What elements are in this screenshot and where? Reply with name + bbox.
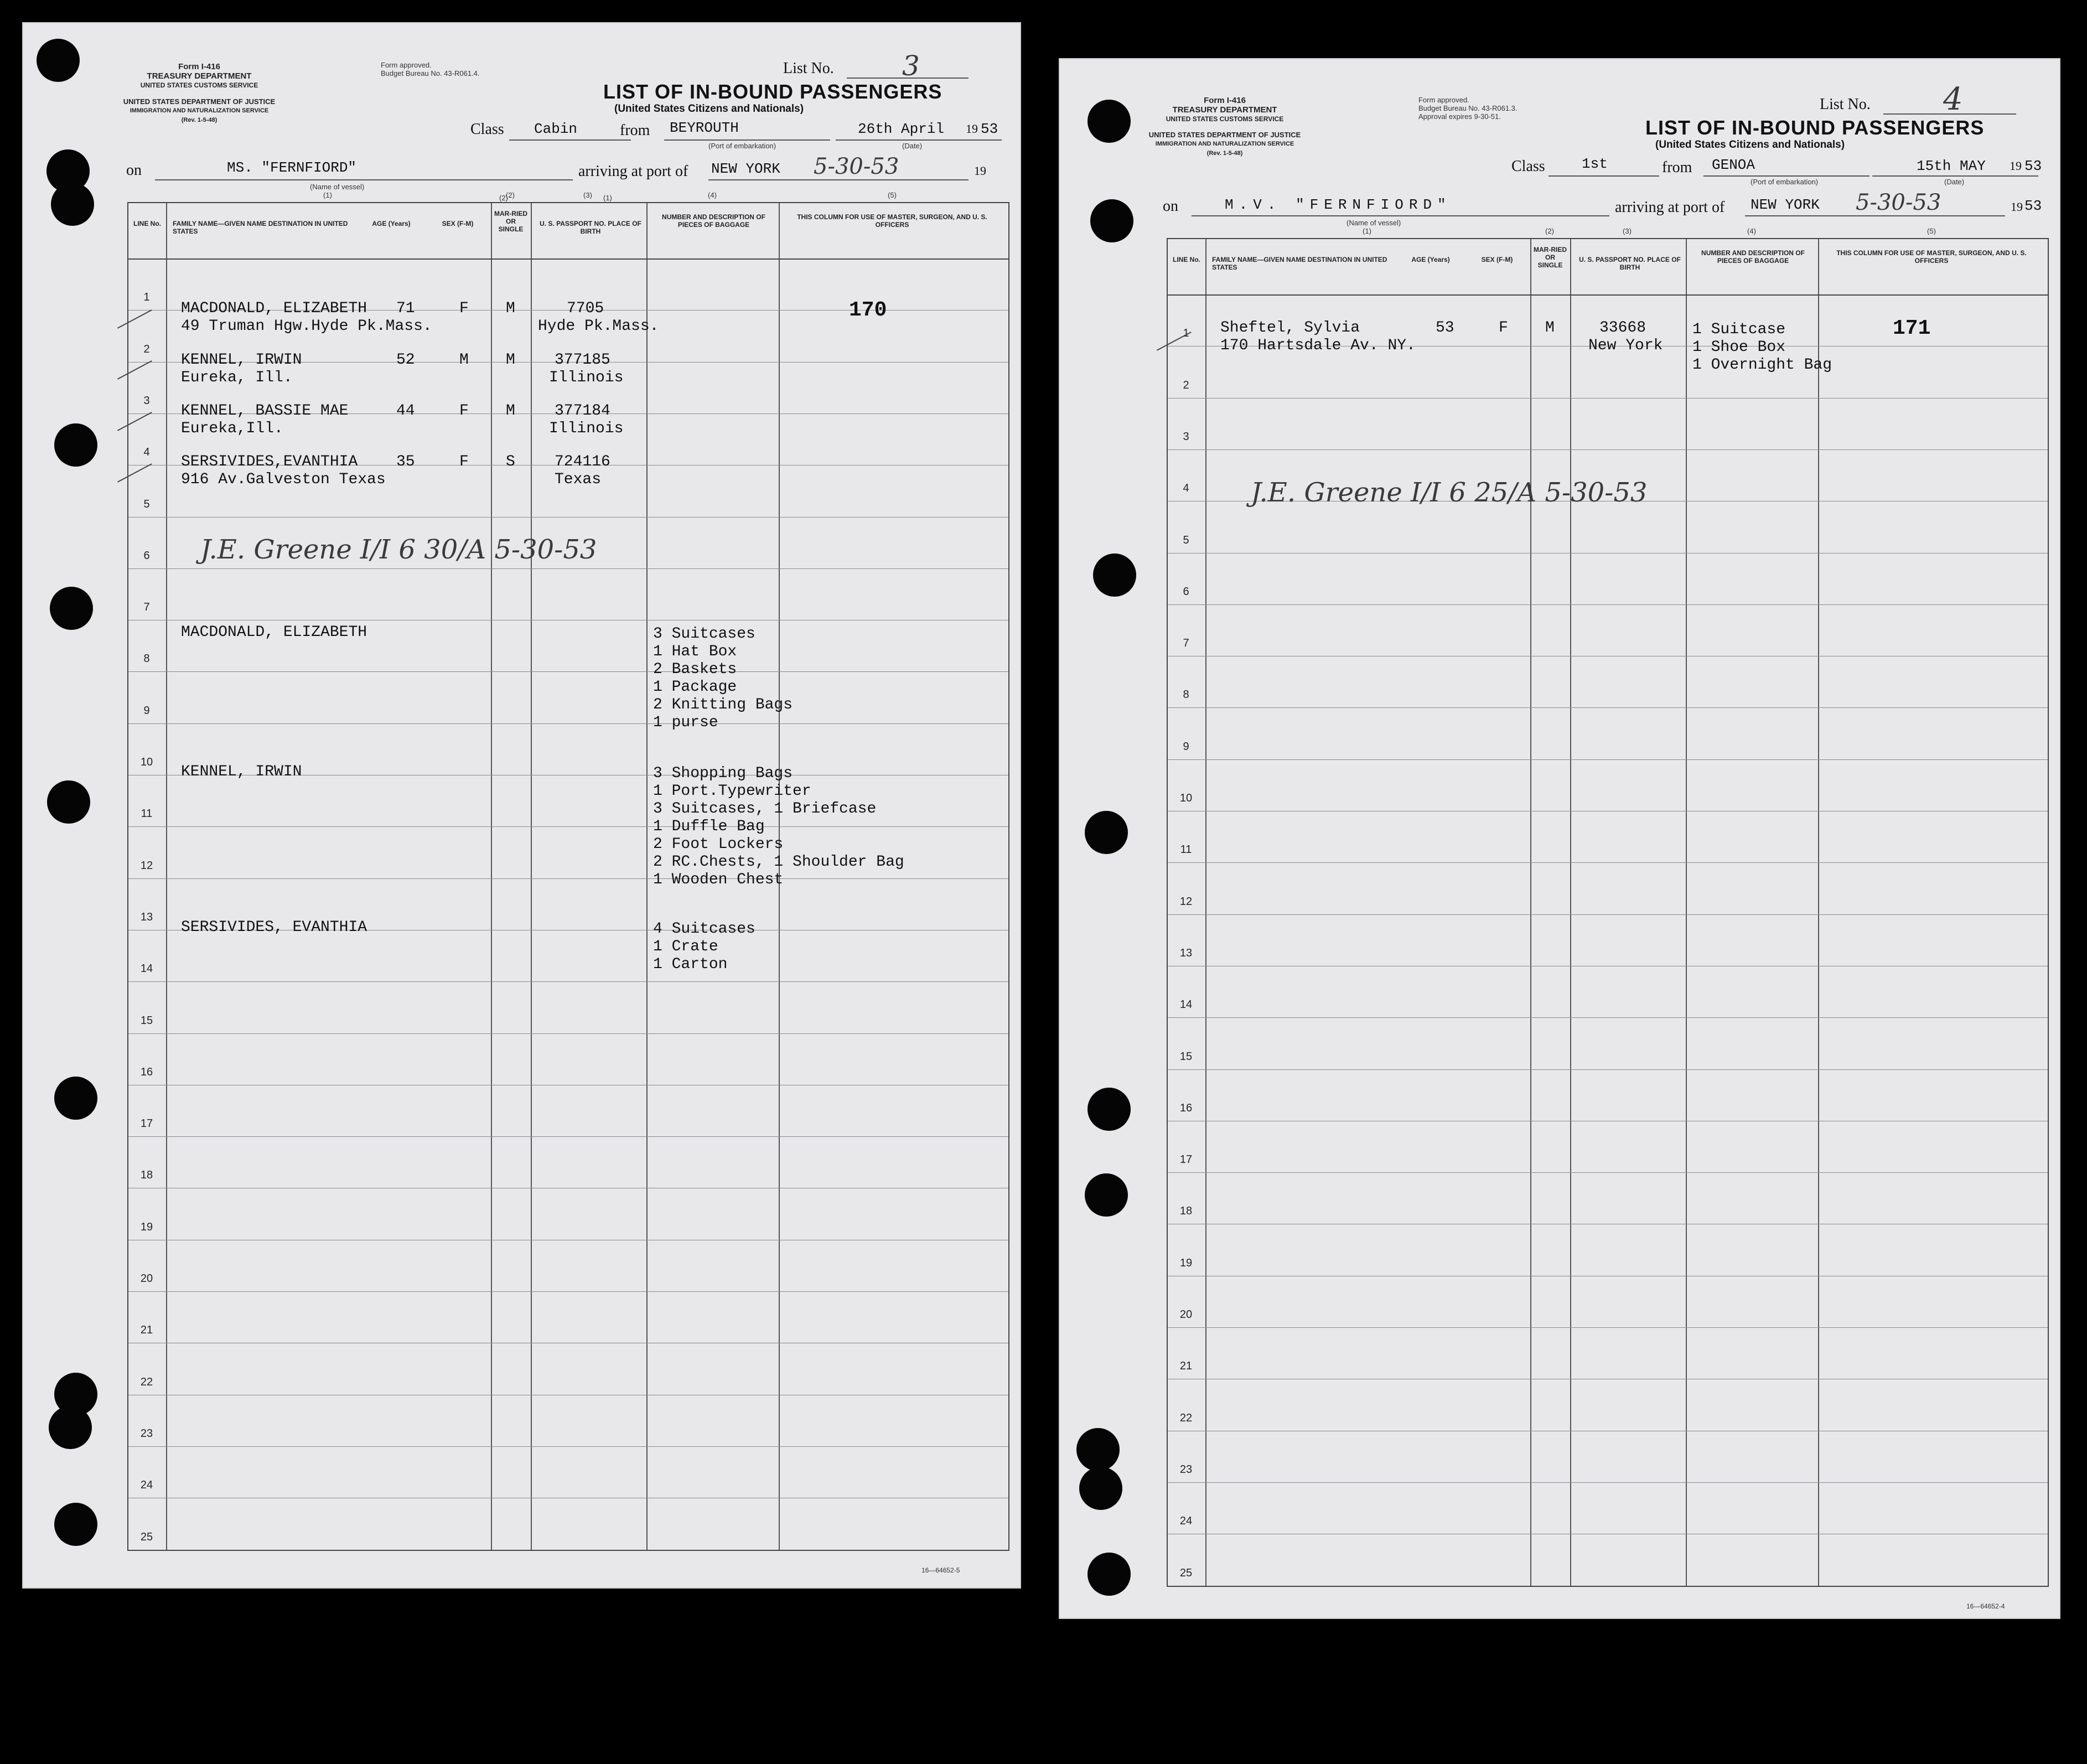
s1-line-number: 23	[140, 1427, 153, 1440]
p3-destination: Eureka,Ill.	[181, 420, 283, 437]
form-subtitle-2: (United States Citizens and Nationals)	[1655, 139, 1845, 151]
bag-group3-item3: 1 Carton	[653, 956, 728, 973]
col-passport-header: U. S. PASSPORT NO. PLACE OF BIRTH	[540, 220, 641, 235]
punch-hole	[1087, 1553, 1131, 1596]
port-of-embarkation: BEYROUTH	[670, 120, 739, 136]
p2-sex: M	[459, 351, 469, 369]
bag-group2-item5: 2 Foot Lockers	[653, 836, 784, 853]
passenger-table	[127, 191, 1009, 1551]
treasury-department: TREASURY DEPARTMENT	[147, 71, 252, 81]
ins-service-2: IMMIGRATION AND NATURALIZATION SERVICE	[1155, 141, 1294, 147]
s1-line-number: 17	[140, 1118, 153, 1130]
col-line-header-2: LINE No.	[1173, 256, 1200, 263]
punch-hole	[1087, 1088, 1131, 1131]
s2-p1-marital: M	[1545, 319, 1555, 337]
s2-line-number: 15	[1179, 1050, 1193, 1063]
s2-line-number: 5	[1183, 534, 1189, 546]
row-rule	[1168, 398, 2048, 399]
punch-hole	[47, 780, 90, 824]
bag-group2-item7: 1 Wooden Chest	[653, 871, 784, 888]
year-prefix-4: 19	[2011, 200, 2023, 214]
s2-line-number: 8	[1183, 689, 1189, 701]
row-rule	[128, 878, 1008, 879]
treasury-department-2: TREASURY DEPARTMENT	[1172, 105, 1277, 115]
col-passport-header-2: U. S. PASSPORT NO. PLACE OF BIRTH	[1579, 256, 1681, 271]
p1-destination: 49 Truman Hgw.Hyde Pk.Mass.	[181, 318, 432, 335]
p1-birthplace: Hyde Pk.Mass.	[538, 318, 659, 335]
passenger-list-sheet-3	[22, 22, 1021, 1589]
s1-line-number: 22	[140, 1375, 153, 1388]
customs-service: UNITED STATES CUSTOMS SERVICE	[140, 81, 258, 89]
col-age-header: AGE (Years)	[372, 220, 411, 227]
embarkation-date-2: 15th MAY	[1917, 158, 1986, 174]
s2-line-number: 4	[1183, 482, 1189, 495]
arriving-label-2: arriving at port of	[1615, 199, 1725, 216]
s2-line-number: 12	[1179, 895, 1193, 908]
punch-hole	[1090, 199, 1133, 242]
row-rule	[1168, 604, 2048, 605]
col-baggage-header: NUMBER AND DESCRIPTION OF PIECES OF BAGGAGE	[662, 213, 765, 229]
p3-marital: M	[506, 402, 515, 420]
approval-note-2: Form approved. Budget Bureau No. 43-R061.3. Approval expires 9-30-51.	[1418, 96, 1518, 121]
col-num-3b: (3)	[1623, 227, 1632, 235]
s1-line-number: 4	[143, 446, 150, 459]
s2-line-number: 13	[1179, 946, 1193, 959]
punch-hole	[1076, 1428, 1120, 1471]
port-of-embarkation-2: GENOA	[1712, 157, 1755, 173]
list-no-label-2: List No.	[1820, 96, 1871, 113]
s2-bag-item2: 1 Shoe Box	[1692, 339, 1786, 356]
n2-hdr: (2)	[499, 194, 508, 202]
vessel-name-2: M.V. "FERNFIORD"	[1225, 196, 1452, 213]
s1-line-number: 6	[143, 549, 150, 562]
col-num-1: (1)	[323, 191, 332, 199]
arriving-label: arriving at port of	[578, 163, 688, 180]
bag-group1-item5: 2 Knitting Bags	[653, 696, 793, 713]
customs-service-2: UNITED STATES CUSTOMS SERVICE	[1166, 115, 1284, 123]
p1-marital: M	[506, 300, 515, 317]
arrival-date-handwritten-2: 5-30-53	[1856, 190, 1941, 215]
p4-marital: S	[506, 453, 515, 470]
from-label-2: from	[1662, 159, 1692, 176]
s2-line-number: 19	[1179, 1256, 1193, 1269]
s1-line-number: 19	[140, 1220, 153, 1233]
col-num-3: (3)	[583, 191, 592, 199]
inspector-signature-note-2: J.E. Greene I/I 6 25/A 5-30-53	[1251, 477, 1648, 508]
officer-number-2: 171	[1893, 317, 1931, 340]
vessel-caption-2: (Name of vessel)	[1347, 219, 1401, 227]
justice-department: UNITED STATES DEPARTMENT OF JUSTICE	[123, 97, 276, 106]
list-number-2: 4	[1943, 81, 1963, 117]
s1-line-number: 8	[143, 653, 150, 665]
row-rule	[1168, 707, 2048, 708]
s2-line-number: 2	[1183, 379, 1189, 391]
arrival-port: NEW YORK	[711, 161, 780, 177]
class-label-2: Class	[1511, 158, 1545, 175]
on-label-2: on	[1163, 198, 1178, 215]
col-marital-header-2: MAR-RIED OR SINGLE	[1534, 246, 1567, 269]
punch-hole	[1085, 1173, 1128, 1217]
arrival-date-handwritten: 5-30-53	[814, 154, 899, 179]
bag-group1-item2: 1 Hat Box	[653, 643, 737, 660]
s1-line-number: 3	[143, 394, 150, 407]
row-rule	[128, 1033, 1008, 1034]
punch-hole	[49, 1406, 92, 1449]
class-value: Cabin	[534, 121, 578, 137]
row-rule	[128, 568, 1008, 569]
form-header-block-2	[1153, 96, 1297, 124]
p4-birthplace: Texas	[555, 471, 602, 488]
row-rule	[128, 1291, 1008, 1292]
date-caption-2: (Date)	[1944, 178, 1965, 186]
punch-hole	[1085, 811, 1128, 854]
s2-bag-item3: 1 Overnight Bag	[1692, 356, 1832, 374]
col-age-header-2: AGE (Years)	[1411, 256, 1450, 263]
row-rule	[128, 671, 1008, 672]
form-subtitle: (United States Citizens and Nationals)	[614, 103, 804, 115]
row-rule	[128, 981, 1008, 982]
vessel-name: MS. "FERNFIORD"	[227, 159, 357, 176]
col-num-2: (2)	[506, 191, 515, 199]
p3-passport: 377184	[555, 402, 610, 420]
s2-line-number: 22	[1179, 1411, 1193, 1424]
s2-p1-age: 53	[1436, 319, 1454, 337]
date-caption: (Date)	[902, 142, 923, 150]
arrival-port-2: NEW YORK	[1751, 196, 1820, 213]
s2-line-number: 10	[1179, 792, 1193, 804]
p1-age: 71	[396, 300, 415, 317]
p1-sex: F	[459, 300, 469, 317]
port-caption-2: (Port of embarkation)	[1751, 178, 1819, 186]
p2-birthplace: Illinois	[549, 369, 624, 386]
row-rule	[1168, 1482, 2048, 1483]
punch-hole	[50, 587, 93, 630]
row-rule	[1168, 862, 2048, 863]
passenger-table-2	[1167, 227, 2049, 1587]
s2-line-number: 18	[1179, 1205, 1193, 1218]
p3-age: 44	[396, 402, 415, 420]
port-caption: (Port of embarkation)	[708, 142, 776, 150]
col-officers-header: THIS COLUMN FOR USE OF MASTER, SURGEON, AND U. S. OFFICERS	[797, 213, 987, 229]
p2-passport: 377185	[555, 351, 610, 369]
row-rule	[128, 1136, 1008, 1137]
bag-group2-item3: 3 Suitcases, 1 Briefcase	[653, 800, 877, 818]
col-sex-header-2: SEX (F-M)	[1481, 256, 1513, 263]
s1-line-number: 12	[140, 859, 153, 872]
form-footer-code-2: 16—64652-4	[1966, 1602, 2005, 1610]
s1-line-number: 2	[143, 343, 150, 355]
year-prefix: 19	[966, 122, 978, 136]
punch-hole	[51, 183, 94, 226]
s2-p1-passport: 33668	[1599, 319, 1646, 337]
row-rule	[128, 826, 1008, 827]
s2-line-number: 21	[1179, 1360, 1193, 1373]
year-prefix-2: 19	[974, 164, 986, 178]
s2-line-number: 7	[1183, 637, 1189, 650]
form-number-2: Form I-416	[1204, 96, 1246, 105]
s1-line-number: 18	[140, 1169, 153, 1182]
row-rule	[1168, 1017, 2048, 1018]
row-rule	[1168, 1172, 2048, 1173]
s2-bag-item1: 1 Suitcase	[1692, 321, 1786, 338]
p1-name: MACDONALD, ELIZABETH	[181, 300, 367, 317]
s1-line-number: 16	[140, 1065, 153, 1078]
row-rule	[1168, 914, 2048, 915]
punch-hole	[1093, 553, 1136, 597]
s1-line-number: 20	[140, 1272, 153, 1285]
justice-block	[105, 97, 293, 125]
p2-destination: Eureka, Ill.	[181, 369, 293, 386]
row-rule	[1168, 759, 2048, 760]
bag-group1-item1: 3 Suitcases	[653, 625, 755, 643]
list-no-label: List No.	[783, 60, 834, 77]
bag-group2-item1: 3 Shopping Bags	[653, 765, 793, 782]
s2-line-number: 16	[1179, 1101, 1193, 1114]
p3-sex: F	[459, 402, 469, 420]
list-number: 3	[902, 50, 920, 82]
bag-group2-item6: 2 RC.Chests, 1 Shoulder Bag	[653, 853, 904, 871]
col-num-2b: (2)	[1545, 227, 1554, 235]
s1-line-number: 1	[143, 291, 150, 304]
s1-line-number: 7	[143, 601, 150, 614]
punch-hole	[54, 1077, 97, 1120]
bag-group1-item4: 1 Package	[653, 679, 737, 696]
bag-group1-name: MACDONALD, ELIZABETH	[181, 624, 367, 641]
s2-line-number: 17	[1179, 1153, 1193, 1166]
s1-line-number: 14	[140, 963, 153, 975]
row-rule	[128, 1446, 1008, 1447]
s2-line-number: 23	[1179, 1463, 1193, 1476]
col-baggage-header-2: NUMBER AND DESCRIPTION OF PIECES OF BAGGAGE	[1701, 249, 1805, 265]
s1-line-number: 25	[140, 1530, 153, 1543]
ins-service: IMMIGRATION AND NATURALIZATION SERVICE	[130, 107, 269, 114]
form-title-2: LIST OF IN-BOUND PASSENGERS	[1645, 116, 1985, 139]
revision-2: (Rev. 1-5-48)	[1206, 150, 1243, 157]
bag-group2-item2: 1 Port.Typewriter	[653, 783, 811, 800]
p4-passport: 724116	[555, 453, 610, 470]
s2-p1-sex: F	[1499, 319, 1508, 337]
s2-p1-name: Sheftel, Sylvia	[1220, 319, 1360, 337]
class-label: Class	[470, 121, 504, 138]
p3-birthplace: Illinois	[549, 420, 624, 437]
punch-hole	[37, 39, 80, 82]
s1-line-number: 10	[140, 756, 153, 768]
s1-line-number: 11	[141, 808, 153, 820]
p1-passport: 7705	[567, 300, 604, 317]
s1-line-number: 24	[140, 1479, 153, 1492]
col-marital-header: MAR-RIED OR SINGLE	[494, 210, 527, 233]
s2-line-number: 6	[1183, 585, 1189, 598]
justice-block-2	[1131, 130, 1319, 158]
col-num-4b: (4)	[1747, 227, 1756, 235]
form-header-block	[127, 62, 271, 90]
row-rule	[1168, 1069, 2048, 1070]
s2-line-number: 11	[1180, 844, 1192, 856]
form-title: LIST OF IN-BOUND PASSENGERS	[603, 80, 942, 103]
col-name-header-2: FAMILY NAME—GIVEN NAME DESTINATION IN UNITED STATES	[1212, 256, 1387, 271]
s1-line-number: 9	[143, 704, 150, 717]
col-num-1b: (1)	[1363, 227, 1371, 235]
row-rule	[1168, 1327, 2048, 1328]
s1-line-number: 21	[140, 1324, 153, 1337]
s2-line-number: 1	[1183, 327, 1189, 340]
s2-line-number: 24	[1179, 1515, 1193, 1528]
arrival-year-2: 53	[2024, 198, 2042, 214]
p4-sex: F	[459, 453, 469, 470]
col-officers-header-2: THIS COLUMN FOR USE OF MASTER, SURGEON, AND U. S. OFFICERS	[1836, 249, 2027, 265]
p2-marital: M	[506, 351, 515, 369]
form-number: Form I-416	[178, 62, 220, 71]
approval-note: Form approved. Budget Bureau No. 43-R061.4.	[381, 61, 480, 77]
s2-p1-destination: 170 Hartsdale Av. NY.	[1220, 337, 1416, 354]
punch-hole	[1087, 100, 1131, 143]
vessel-caption: (Name of vessel)	[310, 183, 365, 191]
col-num-5b: (5)	[1927, 227, 1936, 235]
s1-line-number: 15	[140, 1014, 153, 1027]
p3-name: KENNEL, BASSIE MAE	[181, 402, 349, 420]
class-value-2: 1st	[1582, 156, 1608, 172]
bag-group3-item1: 4 Suitcases	[653, 920, 755, 938]
s2-line-number: 3	[1183, 430, 1189, 443]
col-sex-header: SEX (F-M)	[442, 220, 474, 227]
col-num-4: (4)	[708, 191, 717, 199]
s2-line-number: 9	[1183, 740, 1189, 753]
p2-age: 52	[396, 351, 415, 369]
year-prefix-3: 19	[2010, 159, 2022, 173]
bag-group3-name: SERSIVIDES, EVANTHIA	[181, 919, 367, 936]
punch-hole	[54, 1503, 97, 1546]
n1-hdr: (1)	[603, 194, 612, 202]
bag-group2-item4: 1 Duffle Bag	[653, 818, 765, 835]
justice-department-2: UNITED STATES DEPARTMENT OF JUSTICE	[1148, 131, 1301, 139]
bag-group1-item3: 2 Baskets	[653, 661, 737, 678]
s1-line-number: 13	[140, 911, 153, 923]
inspector-signature-note: J.E. Greene I/I 6 30/A 5-30-53	[200, 534, 597, 565]
row-rule	[128, 517, 1008, 518]
from-label: from	[620, 122, 650, 139]
embarkation-year-2: 53	[2024, 158, 2042, 174]
col-line-header: LINE No.	[133, 220, 161, 227]
s1-line-number: 5	[143, 498, 150, 510]
col-name-header: FAMILY NAME—GIVEN NAME DESTINATION IN UNITED STATES	[173, 220, 348, 235]
p2-name: KENNEL, IRWIN	[181, 351, 302, 369]
embarkation-year: 53	[981, 121, 998, 137]
bag-group1-item6: 1 purse	[653, 714, 718, 731]
bag-group3-item2: 1 Crate	[653, 938, 718, 955]
s2-p1-birthplace: New York	[1588, 337, 1663, 354]
col-num-5: (5)	[888, 191, 897, 199]
row-rule	[1168, 449, 2048, 450]
s2-line-number: 20	[1179, 1308, 1193, 1321]
s2-line-number: 14	[1179, 999, 1193, 1011]
embarkation-date: 26th April	[858, 121, 945, 137]
p4-name: SERSIVIDES,EVANTHIA	[181, 453, 358, 470]
row-rule	[128, 723, 1008, 724]
s2-line-number: 25	[1179, 1566, 1193, 1579]
punch-hole	[1079, 1467, 1122, 1510]
bag-group2-name: KENNEL, IRWIN	[181, 763, 302, 780]
p4-destination: 916 Av.Galveston Texas	[181, 471, 386, 488]
p4-age: 35	[396, 453, 415, 470]
revision: (Rev. 1-5-48)	[181, 117, 217, 123]
punch-hole	[54, 423, 97, 467]
form-footer-code: 16—64652-5	[921, 1566, 960, 1574]
on-label: on	[126, 162, 142, 179]
passenger-list-sheet-4	[1059, 58, 2060, 1619]
officer-number: 170	[849, 298, 887, 322]
